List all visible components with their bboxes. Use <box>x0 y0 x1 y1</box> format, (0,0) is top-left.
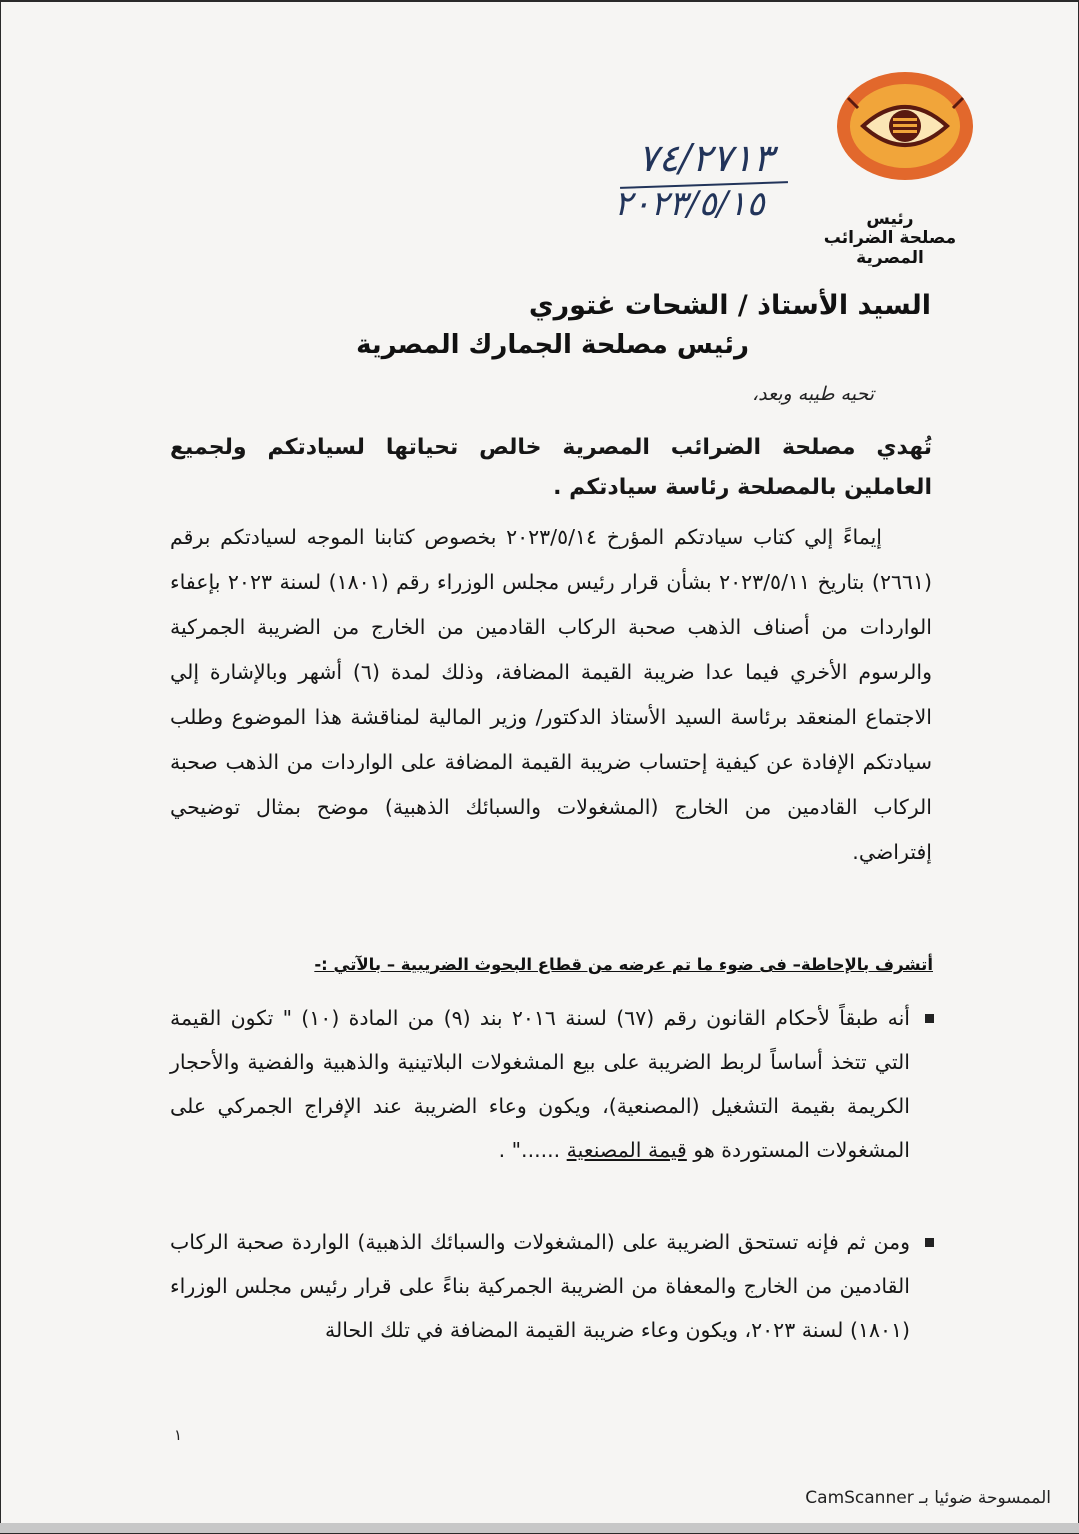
sender-org: مصلحة الضرائب المصرية <box>823 228 957 268</box>
bullet-square-icon <box>925 1238 934 1247</box>
main-paragraph-opening: إيماءً إلي كتاب سيادتكم المؤرخ ٢٠٢٣/٥/١٤ بخصوص <box>424 525 882 549</box>
handwritten-ref-number: ٧٤/٢٧١٣ <box>638 136 774 180</box>
tax-authority-logo <box>833 68 978 188</box>
addressee-title: رئيس مصلحة الجمارك المصرية <box>356 330 749 360</box>
bullet-1-text: أنه طبقاً لأحكام القانون رقم (٦٧) لسنة ٢٠١٦ بند (٩) من المادة (١٠) " تكون القيمة التي تتخذ أساساً لربط الضريبة على بيع المشغولات البلاتينية والذهبية والفضية والأحجار الكريمة بقيمة التشغيل (المصنعية)، ويكون وعاء الضريبة عند الإفراج الجمركي على المشغولات المستوردة هو <box>170 1006 910 1162</box>
bullet-square-icon <box>925 1014 934 1023</box>
page-number: ١ <box>174 1426 183 1444</box>
intro-paragraph: تُهدي مصلحة الضرائب المصرية خالص تحياتها لسيادتكم ولجميع العاملين بالمصلحة رئاسة سيادتكم . <box>170 435 932 500</box>
main-paragraph <box>170 515 932 875</box>
bullet-item-1 <box>170 996 910 1172</box>
bullet-1-tail: ......" . <box>498 1138 567 1162</box>
main-paragraph-body: كتابنا الموجه لسيادتكم برقم (٢٦٦١) بتاريخ ٢٠٢٣/٥/١١ بشأن قرار رئيس مجلس الوزراء رقم (١٨٠١) لسنة ٢٠٢٣ بإعفاء الواردات من أصناف الذهب صحبة الركاب القادمين من الخارج من الضريبة الجمركية والرسوم الأخري فيما عدا ضريبة القيمة المضافة، وذلك لمدة (٦) أشهر وبالإشارة إلي الاجتماع المنعقد برئاسة السيد الأستاذ الدكتور/ وزير المالية لمناقشة هذا الموضوع وطلب سيادتكم الإفادة عن كيفية إحتساب ضريبة القيمة المضافة على الواردات من الذهب صحبة الركاب القادمين من الخارج (المشغولات والسبائك الذهبية) موضح بمثال توضيحي إفتراضي. <box>170 525 932 864</box>
bottom-band <box>0 1523 1079 1533</box>
section-subheading: أتشرف بالإحاطة– فى ضوء ما تم عرضه من قطاع البحوث الضريبية – بالآتي :- <box>314 955 933 974</box>
greeting: تحيه طيبه وبعد، <box>751 383 874 405</box>
sender-title: رئيس <box>866 209 914 229</box>
handwritten-date: ٢٠٢٣/٥/١٥ <box>614 184 765 224</box>
bullet-item-2 <box>170 1220 910 1352</box>
bullet-2-text: ومن ثم فإنه تستحق الضريبة على (المشغولات والسبائك الذهبية) الواردة صحبة الركاب القادمين من الخارج والمعفاة من الضريبة الجمركية بناءً على قرار رئيس مجلس الوزراء (١٨٠١) لسنة ٢٠٢٣، ويكون وعاء ضريبة القيمة المضافة في تلك الحالة <box>170 1230 910 1342</box>
bullet-1-underlined: قيمة المصنعية <box>566 1138 687 1162</box>
camscanner-footer: الممسوحة ضوئيا بـ CamScanner <box>805 1488 1051 1508</box>
addressee-name: السيد الأستاذ / الشحات غتوري <box>528 290 931 321</box>
